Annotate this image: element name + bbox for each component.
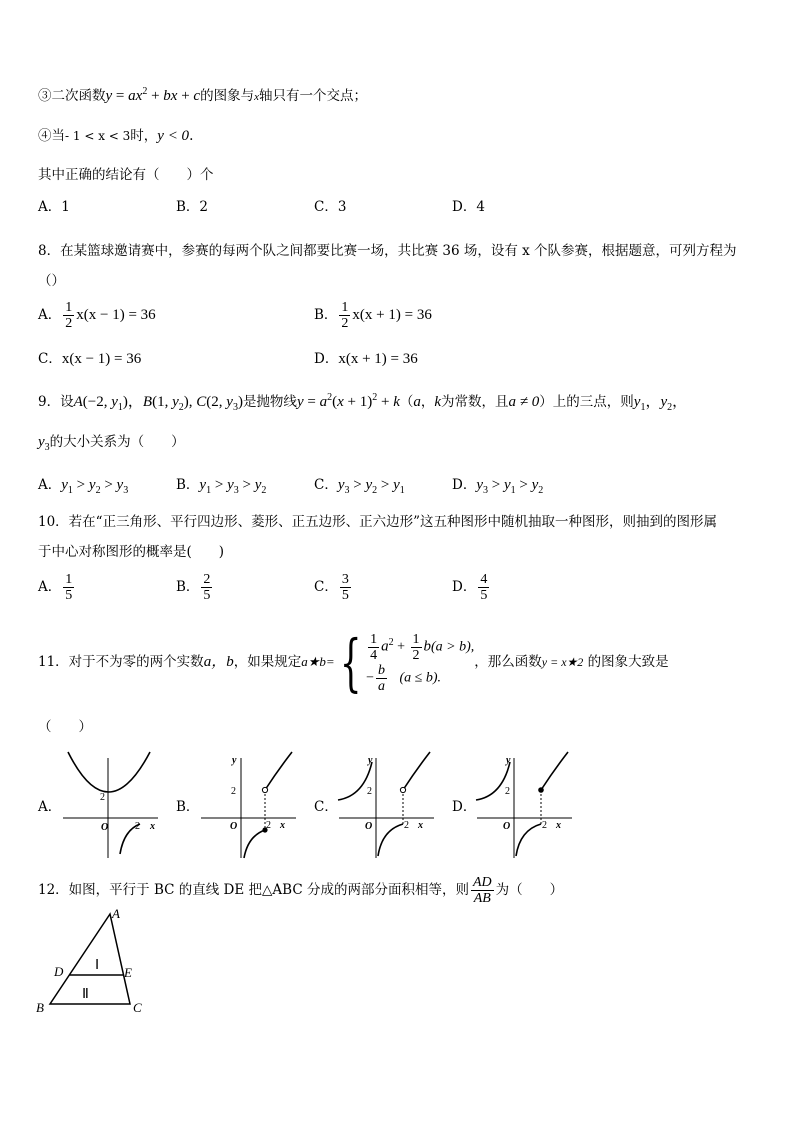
label-x: x — [418, 820, 423, 831]
q10-option-c[interactable]: C． $\frac{3}{5}$ — [314, 572, 349, 603]
q9-option-d[interactable]: D．$y_3 > y_1 > y_2$ — [452, 477, 544, 496]
q8-eq-c: x(x − 1) = 36 — [61, 351, 142, 367]
label-origin: O — [230, 821, 238, 832]
label-origin: O — [101, 822, 109, 833]
q12-stem: 12．如图，平行于 BC 的直线 DE 把△ABC 分成的两部分面积相等，则 $\frac{AD}{AB}$ 为（ ） — [38, 875, 564, 906]
label-region-2: Ⅱ — [82, 987, 89, 1002]
label-x: x — [280, 820, 285, 831]
q8-eq-b: x(x + 1) = 36 — [352, 307, 432, 323]
label-2-y: 2 — [367, 786, 372, 797]
q9-stem-line2: $y_3$的大小关系为（ ） — [38, 434, 185, 453]
q8-option-d[interactable]: D．x(x + 1) = 36 — [314, 351, 418, 367]
curve-right — [265, 752, 292, 790]
curve-parabola — [68, 752, 150, 792]
label-a: A — [112, 906, 120, 921]
q11-option-b[interactable]: B． — [176, 799, 200, 815]
q7-statement-4: ④当- 1 < x < 3时，y < 0. — [38, 128, 194, 144]
label-region-1: Ⅰ — [95, 958, 100, 973]
q7-option-d[interactable]: D．4 — [452, 199, 485, 215]
curve-lower — [516, 824, 541, 856]
q9-stem: 9．设A(−2, $y_1$)，B(1, $y_2$), C(2, $y_3$)是抛物线$y = a^2(x + 1)^2 + k(a$，k为常数，且a ≠ 0）上的三点，则$y_1$，$y_2$， — [38, 392, 688, 413]
q11-option-d[interactable]: D． — [452, 799, 477, 815]
q11-graph-c — [334, 750, 444, 862]
label-e: E — [124, 965, 132, 980]
q10-option-d[interactable]: D． $\frac{4}{5}$ — [452, 572, 488, 603]
label-x: x — [556, 820, 561, 831]
q11-cases: $\frac{1}{4}$ $a^2$ + $\frac{1}{2}$ b(a > b), − $\frac{b}{a}$ (a ≤ b). — [366, 631, 475, 694]
label-d: D — [54, 964, 64, 979]
q11-paren: （ ） — [38, 719, 92, 735]
label-origin: O — [503, 821, 511, 832]
triangle-abc — [50, 914, 130, 1004]
label-b: B — [36, 1000, 44, 1015]
q7-option-b[interactable]: B．2 — [176, 199, 209, 215]
q7-option-a[interactable]: A．1 — [38, 199, 70, 215]
closed-point — [538, 787, 544, 793]
q8-stem: 8．在某篮球邀请赛中，参赛的每两个队之间都要比赛一场，共比赛 36 场，设有 x 个队参赛，根据题意，可列方程为 — [38, 243, 737, 259]
q9-option-a[interactable]: A．$y_1 > y_2 > y_3$ — [38, 477, 129, 496]
q7-question: 其中正确的结论有（ ）个 — [38, 167, 214, 183]
label-2-x: 2 — [542, 820, 547, 831]
label-c: C — [133, 1000, 142, 1015]
q8-option-b[interactable]: B． $\frac{1}{2}$ x(x + 1) = 36 — [314, 300, 432, 331]
q11-stem: 11．对于不为零的两个实数a，b，如果规定a★b={ $\frac{1}{4}$ $a^2$ + $\frac{1}{2}$ b(a > b), − $\frac{b}{a}$ (a ≤ b). ，那么函数y = x★2 的图象大致是 — [38, 625, 669, 699]
q11-option-a[interactable]: A． — [38, 799, 62, 815]
label-origin: O — [365, 821, 373, 832]
curve-right — [403, 752, 430, 790]
q10-stem-line2: 于中心对称图形的概率是( ) — [38, 544, 225, 560]
label-2-x: 2 — [266, 820, 271, 831]
q11-option-c[interactable]: C． — [314, 799, 338, 815]
q8-option-c[interactable]: C．x(x − 1) = 36 — [38, 351, 142, 367]
open-point — [262, 787, 267, 792]
q12-triangle-figure — [32, 904, 162, 1016]
q9-option-b[interactable]: B．$y_1 > y_3 > y_2$ — [176, 477, 267, 496]
q10-option-b[interactable]: B． $\frac{2}{5}$ — [176, 572, 211, 603]
q7-statement-3: ③二次函数$y = ax^2$ + bx + c的图象与x轴只有一个交点； — [38, 86, 367, 104]
q8-eq-d: x(x + 1) = 36 — [338, 351, 418, 367]
q10-stem: 10．若在“正三角形、平行四边形、菱形、正五边形、正六边形”这五种图形中随机抽取一种图形，则抽到的图形属 — [38, 514, 717, 530]
q11-graph-d — [472, 750, 582, 862]
label-2-y: 2 — [231, 786, 236, 797]
label-x: x — [150, 821, 155, 832]
q8-eq-a: x(x − 1) = 36 — [76, 307, 156, 323]
q11-graph-a — [58, 750, 168, 862]
curve-right — [541, 752, 568, 790]
q9-option-c[interactable]: C．$y_3 > y_2 > y_1$ — [314, 477, 405, 496]
q7-option-c[interactable]: C．3 — [314, 199, 347, 215]
label-2-y: 2 — [100, 792, 105, 803]
label-y: y — [506, 755, 511, 766]
curve-lower — [378, 824, 403, 856]
q8-option-a[interactable]: A． $\frac{1}{2}$ x(x − 1) = 36 — [38, 300, 156, 331]
q11-brace: { — [339, 625, 362, 699]
q10-option-a[interactable]: A． $\frac{1}{5}$ — [38, 572, 73, 603]
label-2-y: 2 — [505, 786, 510, 797]
label-y: y — [232, 755, 237, 766]
curve-lower — [244, 830, 265, 858]
open-point — [400, 787, 405, 792]
label-2-x: 2 — [135, 821, 140, 832]
label-y: y — [368, 755, 373, 766]
label-2-x: 2 — [404, 820, 409, 831]
q8-paren: （） — [38, 273, 65, 289]
q11-graph-b — [196, 750, 306, 862]
